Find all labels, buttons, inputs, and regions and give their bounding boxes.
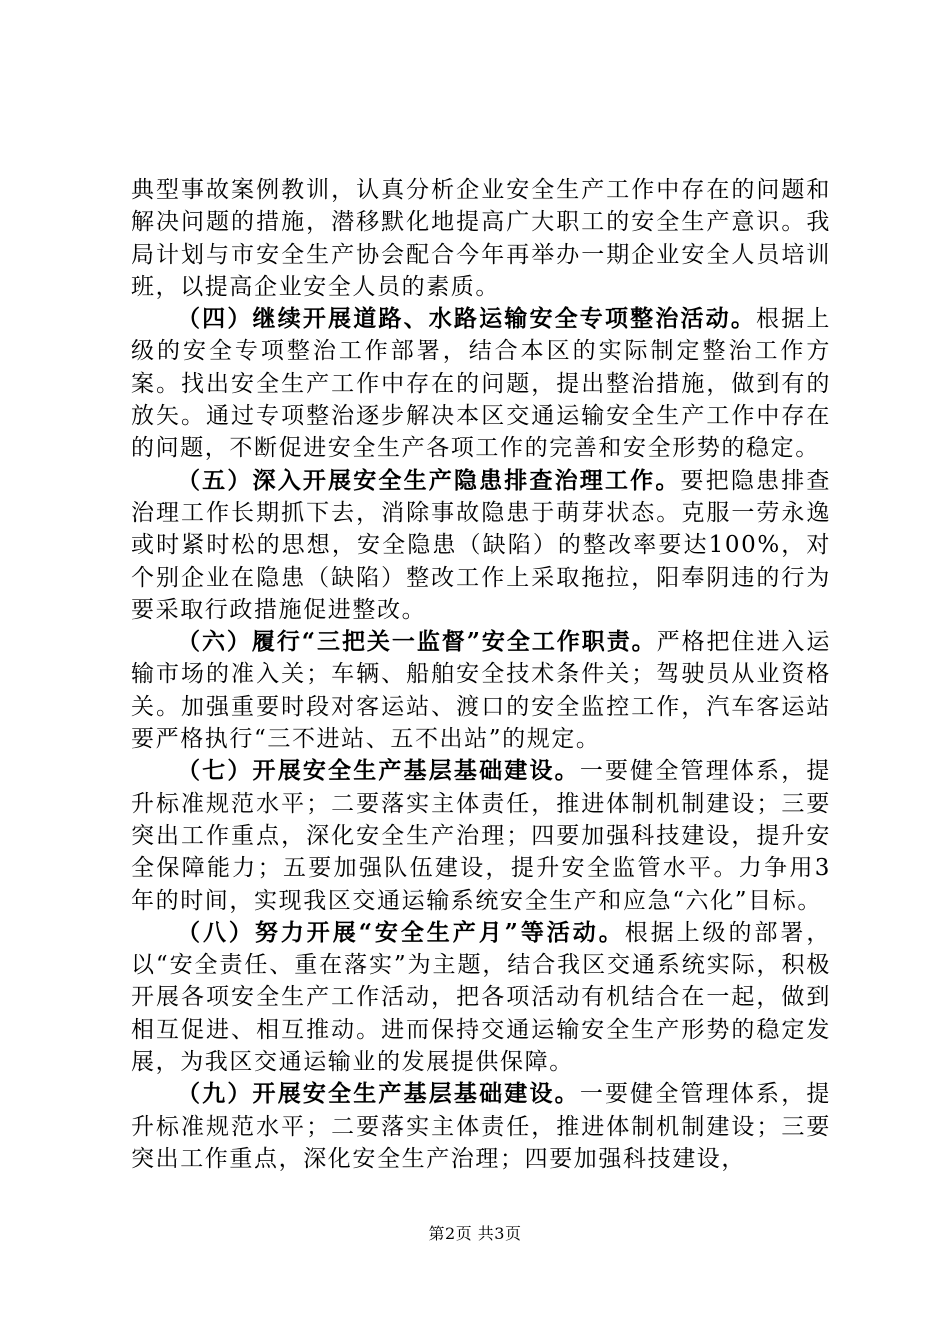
- paragraph-text: 严格把住进入运输市场的准入关；车辆、船舶安全技术条件关；驾驶员从业资格关。加强重要时段对客运站、渡口的安全监控工作，汽车客运站要严格执行“三不进站、五不出站”的规定。: [131, 629, 831, 753]
- paragraph-section-6: [131, 626, 831, 755]
- section-heading: （九）开展安全生产基层基础建设。: [177, 1080, 580, 1108]
- paragraph-section-4: [131, 303, 831, 464]
- section-heading: （四）继续开展道路、水路运输安全专项整治活动。: [177, 305, 757, 333]
- page-number-label: 第2页 共3页: [428, 1224, 522, 1243]
- page-footer: [0, 1221, 950, 1244]
- section-heading: （六）履行“三把关一监督”安全工作职责。: [177, 628, 657, 656]
- paragraph-text: 要把隐患排查治理工作长期抓下去，消除事故隐患于萌芽状态。克服一劳永逸或时紧时松的思想，安全隐患（缺陷）的整改率要达100%，对个别企业在隐患（缺陷）整改工作上采取拖拉，阳奉阴违的行为要采取行政措施促进整改。: [131, 467, 831, 623]
- paragraph-section-5: [131, 465, 831, 626]
- paragraph-text: 一要健全管理体系，提升标准规范水平；二要落实主体责任，推进体制机制建设；三要突出工作重点，深化安全生产治理；四要加强科技建设，: [131, 1081, 831, 1172]
- paragraph-1: [131, 174, 831, 303]
- paragraph-text: 典型事故案例教训，认真分析企业安全生产工作中存在的问题和解决问题的措施，潜移默化地提高广大职工的安全生产意识。我局计划与市安全生产协会配合今年再举办一期企业安全人员培训班，以提高企业安全人员的素质。: [131, 177, 831, 300]
- section-heading: （七）开展安全生产基层基础建设。: [177, 757, 580, 785]
- paragraph-section-7: [131, 755, 831, 916]
- section-heading: （八）努力开展“安全生产月”等活动。: [177, 918, 625, 946]
- paragraph-text: 根据上级的安全专项整治工作部署，结合本区的实际制定整治工作方案。找出安全生产工作中存在的问题，提出整治措施，做到有的放矢。通过专项整治逐步解决本区交通运输安全生产工作中存在的问题，不断促进安全生产各项工作的完善和安全形势的稳定。: [131, 306, 831, 462]
- paragraph-section-8: [131, 917, 831, 1078]
- document-body: [131, 174, 831, 1175]
- paragraph-section-9: [131, 1078, 831, 1175]
- section-heading: （五）深入开展安全生产隐患排查治理工作。: [177, 466, 681, 494]
- paragraph-text: 一要健全管理体系，提升标准规范水平；二要落实主体责任，推进体制机制建设；三要突出工作重点，深化安全生产治理；四要加强科技建设，提升安全保障能力；五要加强队伍建设，提升安全监管水平。力争用3年的时间，实现我区交通运输系统安全生产和应急“六化”目标。: [131, 758, 831, 914]
- paragraph-text: 根据上级的部署，以“安全责任、重在落实”为主题，结合我区交通系统实际，积极开展各项安全生产工作活动，把各项活动有机结合在一起，做到相互促进、相互推动。进而保持交通运输安全生产形势的稳定发展，为我区交通运输业的发展提供保障。: [131, 919, 831, 1076]
